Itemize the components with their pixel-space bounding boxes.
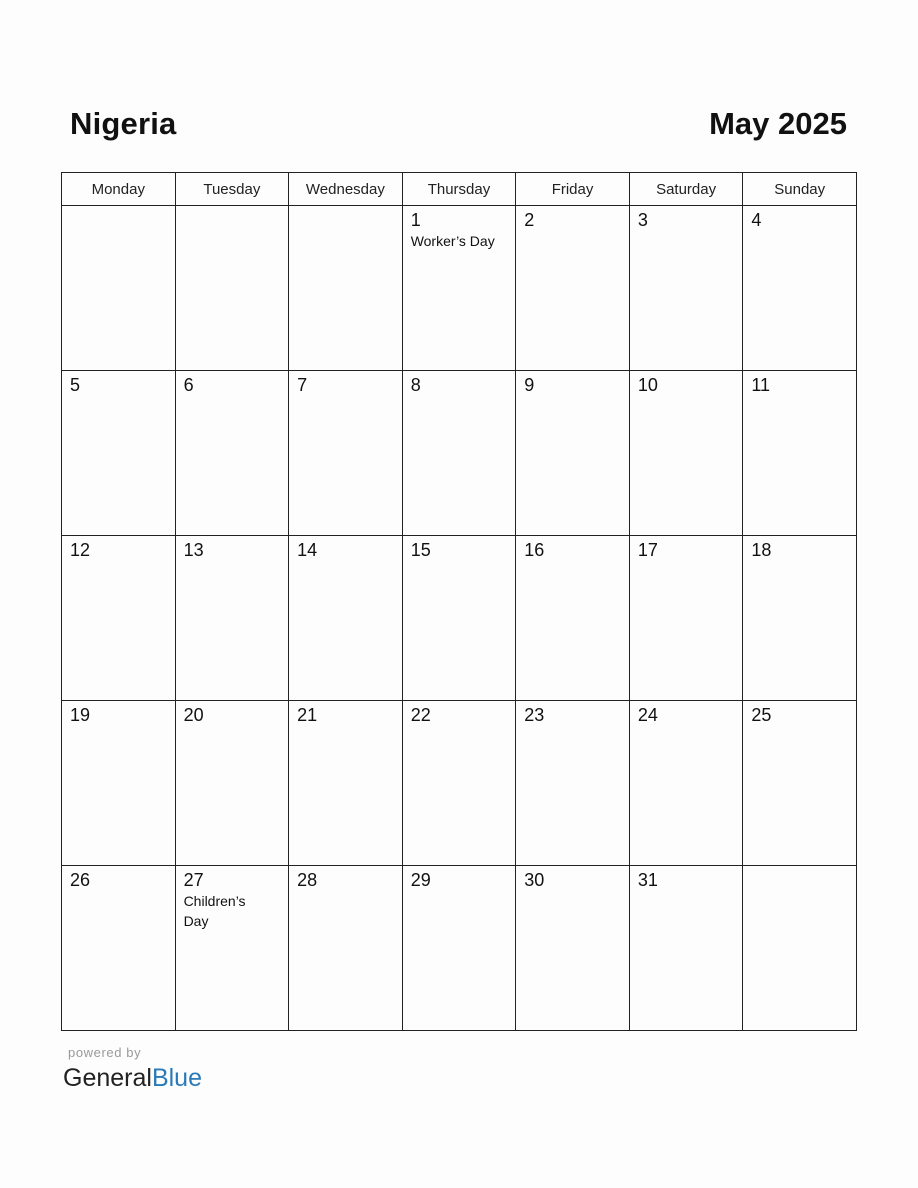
day-cell — [289, 371, 403, 536]
day-cell — [289, 866, 403, 1031]
day-cell — [516, 536, 630, 701]
empty-day-cell — [62, 206, 176, 371]
day-number: 28 — [297, 870, 318, 890]
day-number: 22 — [410, 705, 431, 725]
week-row — [62, 536, 857, 701]
day-number: 15 — [410, 540, 431, 560]
day-number: 25 — [751, 705, 772, 725]
day-number: 10 — [637, 375, 658, 395]
day-number: 27 — [183, 870, 204, 890]
country-title: Nigeria — [70, 106, 177, 141]
day-cell — [516, 206, 630, 371]
day-number: 2 — [524, 210, 535, 230]
day-cell — [62, 536, 176, 701]
day-number: 4 — [751, 210, 762, 230]
day-number: 14 — [297, 540, 318, 560]
day-cell — [629, 536, 743, 701]
weekday-header-row — [62, 173, 857, 206]
day-cell — [175, 866, 289, 1031]
holiday-label: Worker’s Day — [410, 233, 495, 249]
weekday-header-wednesday: Wednesday — [289, 173, 403, 206]
day-cell — [629, 371, 743, 536]
day-cell — [629, 866, 743, 1031]
day-number: 29 — [410, 870, 431, 890]
day-number: 9 — [524, 375, 535, 395]
day-number: 13 — [183, 540, 204, 560]
day-cell — [402, 206, 516, 371]
day-cell — [402, 866, 516, 1031]
day-number: 18 — [751, 540, 772, 560]
day-cell — [743, 371, 857, 536]
day-cell — [402, 701, 516, 866]
day-number: 19 — [70, 705, 91, 725]
day-cell — [629, 206, 743, 371]
day-cell — [62, 701, 176, 866]
empty-day-cell — [289, 206, 403, 371]
day-cell — [62, 866, 176, 1031]
week-row — [62, 701, 857, 866]
day-number: 1 — [410, 210, 421, 230]
day-cell — [402, 371, 516, 536]
day-number: 31 — [637, 870, 658, 890]
weekday-header-saturday: Saturday — [629, 173, 743, 206]
day-cell — [175, 701, 289, 866]
holiday-label: Children’s Day — [183, 893, 246, 929]
day-cell — [743, 536, 857, 701]
month-year-title: May 2025 — [709, 106, 847, 141]
weekday-header-friday: Friday — [516, 173, 630, 206]
day-cell — [629, 701, 743, 866]
day-cell — [516, 371, 630, 536]
generalblue-logo — [63, 1063, 202, 1093]
day-cell — [402, 536, 516, 701]
day-number: 8 — [410, 375, 421, 395]
week-row — [62, 866, 857, 1031]
day-cell — [175, 371, 289, 536]
day-number: 17 — [637, 540, 658, 560]
day-cell — [516, 866, 630, 1031]
day-number: 24 — [637, 705, 658, 725]
empty-day-cell — [743, 866, 857, 1031]
day-cell — [289, 701, 403, 866]
day-cell — [175, 536, 289, 701]
week-row — [62, 206, 857, 371]
day-number: 16 — [524, 540, 545, 560]
week-row — [62, 371, 857, 536]
day-number: 12 — [70, 540, 91, 560]
day-cell — [62, 371, 176, 536]
day-number: 21 — [297, 705, 318, 725]
day-number: 3 — [637, 210, 648, 230]
day-number: 11 — [751, 375, 771, 395]
logo-general-text: General — [63, 1064, 152, 1092]
weekday-header-monday: Monday — [62, 173, 176, 206]
day-number: 5 — [70, 375, 81, 395]
weekday-header-thursday: Thursday — [402, 173, 516, 206]
calendar-body — [62, 206, 857, 1031]
day-cell — [289, 536, 403, 701]
powered-by-text: powered by — [68, 1045, 142, 1060]
empty-day-cell — [175, 206, 289, 371]
logo-blue-text: Blue — [151, 1064, 202, 1092]
day-cell — [743, 701, 857, 866]
day-number: 30 — [524, 870, 545, 890]
day-number: 20 — [183, 705, 204, 725]
day-number: 6 — [183, 375, 194, 395]
footer-branding — [63, 1045, 202, 1093]
day-number: 7 — [297, 375, 308, 395]
day-number: 23 — [524, 705, 545, 725]
calendar-grid — [61, 172, 857, 1031]
day-cell — [516, 701, 630, 866]
weekday-header-sunday: Sunday — [743, 173, 857, 206]
day-cell — [743, 206, 857, 371]
day-number: 26 — [70, 870, 91, 890]
weekday-header-tuesday: Tuesday — [175, 173, 289, 206]
